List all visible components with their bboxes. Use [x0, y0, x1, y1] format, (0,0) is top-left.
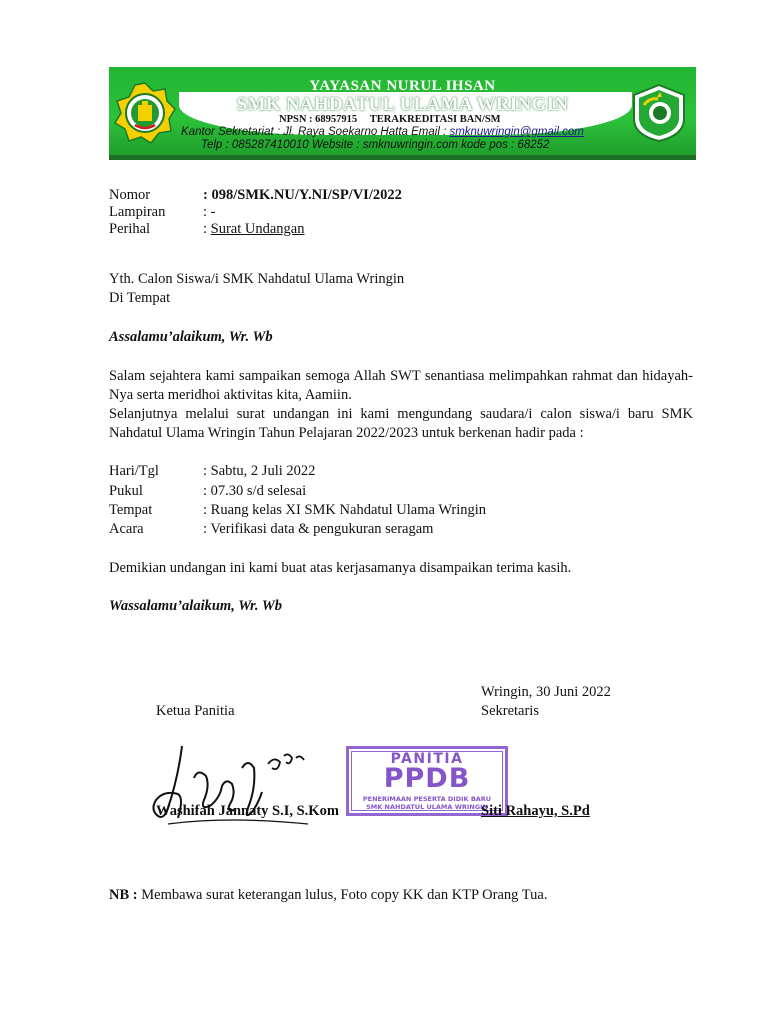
- signature-icon: [138, 738, 338, 830]
- foundation-name: YAYASAN NURUL IHSAN: [309, 78, 496, 94]
- stamp-line-2: PPDB: [383, 763, 471, 794]
- field-value: Surat Undangan: [210, 221, 305, 237]
- paragraph-2: Selanjutnya melalui surat undangan ini kami mengundang saudara/i calon siswa/i baru SMK Nahdatul Ulama Wringin Tahun Pelajaran 2022/2023 untuk berkenan hadir pada :: [109, 406, 693, 441]
- event-value: : Sabtu, 2 Juli 2022: [203, 463, 316, 479]
- note: [109, 887, 547, 904]
- left-signer-title: Ketua Panitia: [156, 703, 235, 719]
- stamp-subtitle: PENERIMAAN PESERTA DIDIK BARU: [362, 795, 492, 803]
- note-text: Membawa surat keterangan lulus, Foto copy KK dan KTP Orang Tua.: [137, 887, 548, 903]
- field-nomor: [109, 187, 402, 204]
- event-label: Tempat: [109, 502, 153, 518]
- event-value: : 07.30 s/d selesai: [203, 483, 307, 499]
- address: Kantor Sekretariat : Jl. Raya Soekarno Hatta Email :: [181, 126, 450, 138]
- event-date: [109, 463, 315, 480]
- field-label: Nomor: [109, 187, 151, 203]
- note-label: NB :: [109, 887, 138, 903]
- event-label: Pukul: [109, 483, 143, 499]
- stamp-school: SMK NAHDATUL ULAMA WRINGIN: [366, 803, 488, 811]
- farewell: Wassalamu’alaikum, Wr. Wb: [109, 598, 282, 614]
- field-value: : -: [203, 204, 216, 220]
- contact-line: Telp : 085287410010 Website : smknuwringin.com kode pos : 68252: [201, 139, 550, 151]
- email-link[interactable]: smknuwringin@gmail.com: [449, 126, 584, 138]
- field-label: Perihal: [109, 221, 151, 237]
- field-lampiran: [109, 204, 215, 221]
- paragraph-1: Salam sejahtera kami sampaikan semoga Allah SWT senantiasa melimpahkan rahmat dan hidayah-Nya serta meridhoi aktivitas kita, Aamiin.: [109, 368, 693, 403]
- recipient-line-1: Yth. Calon Siswa/i SMK Nahdatul Ulama Wringin: [109, 271, 405, 287]
- place-date: Wringin, 30 Juni 2022: [481, 684, 611, 700]
- stamp-line-1: PANITIA: [390, 751, 464, 767]
- event-place: [109, 502, 486, 519]
- event-label: Hari/Tgl: [109, 463, 159, 479]
- letterhead: [109, 67, 696, 160]
- right-signer-name: Siti Rahayu, S.Pd: [481, 803, 590, 819]
- field-value: : 098/SMK.NU/Y.NI/SP/VI/2022: [203, 187, 402, 203]
- event-agenda: [109, 521, 433, 538]
- accreditation: TERAKREDITASI BAN/SM: [369, 114, 501, 125]
- school-name: SMK NAHDATUL ULAMA WRINGIN: [236, 94, 569, 115]
- event-value: : Ruang kelas XI SMK Nahdatul Ulama Wringin: [203, 502, 487, 518]
- field-label: Lampiran: [109, 204, 166, 220]
- event-time: [109, 483, 306, 500]
- letterhead-divider: [109, 155, 696, 160]
- greeting: Assalamu’alaikum, Wr. Wb: [109, 329, 273, 345]
- event-label: Acara: [109, 521, 144, 537]
- field-value-prefix: :: [203, 221, 211, 237]
- address-line: [181, 126, 584, 138]
- npsn-line: [279, 114, 501, 125]
- field-perihal: [109, 221, 304, 238]
- left-signer-name-text: Washifah Jannaty S.I, S.Kom: [156, 803, 339, 819]
- right-signer-title: Sekretaris: [481, 703, 539, 719]
- recipient-line-2: Di Tempat: [109, 290, 171, 306]
- event-value: : Verifikasi data & pengukuran seragam: [203, 521, 434, 537]
- npsn: NPSN : 68957915: [279, 114, 358, 125]
- closing-text: Demikian undangan ini kami buat atas kerjasamanya disampaikan terima kasih.: [109, 560, 572, 576]
